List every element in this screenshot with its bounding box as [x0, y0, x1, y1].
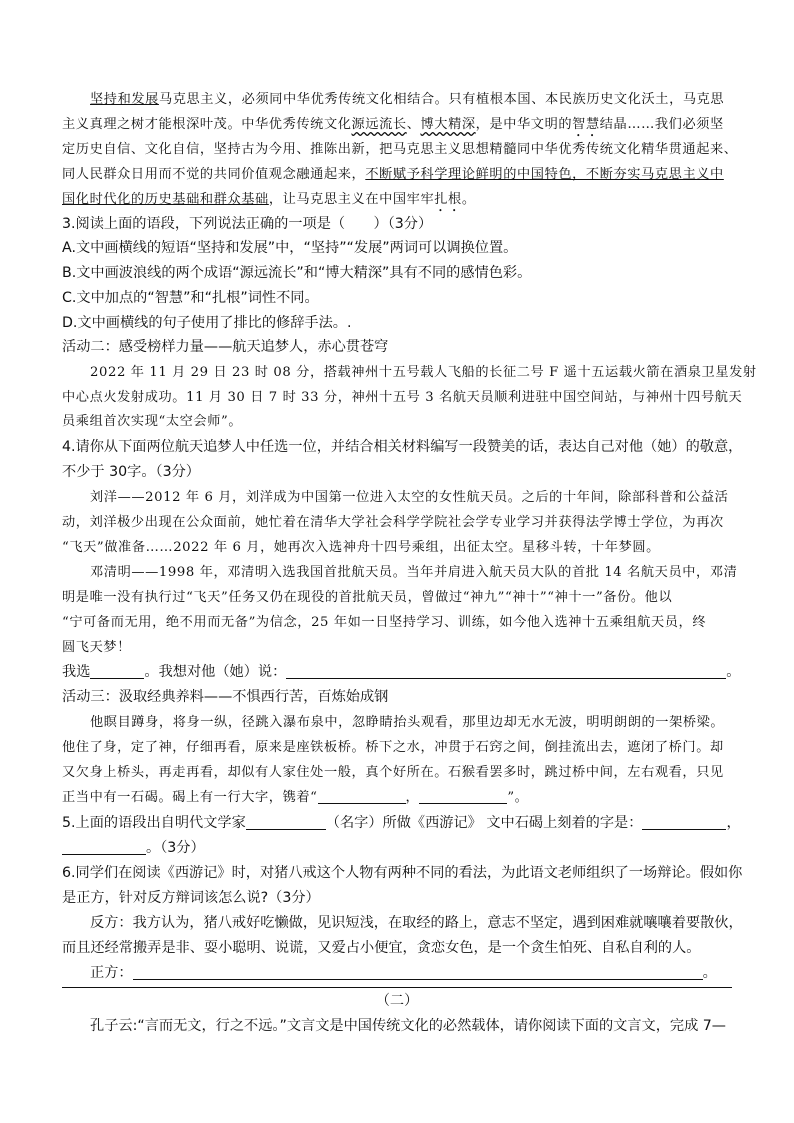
activity3-title: 活动三：汲取经典养料——不惧西行苦，百炼始成钢 [62, 689, 389, 705]
q6-stem-line1: 6.同学们在阅读《西游记》时，对猪八戒这个人物有两种不同的看法，为此语文老师组织了一场辩论。假如你 [62, 865, 743, 881]
q3-option-d: D.文中画横线的句子使用了排比的修辞手法。. [62, 315, 352, 331]
zhengfang-answer-line: 正方： 。 [90, 965, 717, 981]
zhengfang-answer-blank[interactable] [133, 963, 703, 980]
stele-blank-1[interactable] [318, 787, 406, 804]
fanfang-line1: 反方：我方认为，猪八戒好吃懒做，见识短浅，在取经的路上，意志不坚定，遇到困难就嚷嚷着要散伙， [90, 915, 743, 931]
fanfang-line2: 而且还经常搬弄是非、耍小聪明、说谎，又爱占小便宜，贪恋女色，是一个贪生怕死、自私自利的人。 [62, 940, 701, 956]
q4-stem-line1: 4.请你从下面两位航天追梦人中任选一位，并结合相关材料编写一段赞美的话，表达自己对他（她）的敬意， [62, 439, 743, 455]
dengqingming-line2: 明是唯一没有执行过“飞天”任务又仍在现役的首批航天员，曾做过“神九”“神十”“神十一”备份。他以 [62, 590, 673, 605]
q4-stem-line2: 不少于 30字。（3分） [62, 464, 200, 480]
section-divider [62, 987, 732, 988]
dengqingming-line4: 圆飞天梦！ [62, 640, 131, 655]
liuyang-line3: “飞天”做准备……2022 年 6 月，她再次入选神舟十四号乘组，出征太空。星移斗转，十年梦圆。 [62, 540, 660, 555]
activity3-para-line4: 正当中有一石碣。碣上有一行大字，镌着“ ， ”。 [62, 786, 738, 809]
liuyang-line1: 刘洋——2012 年 6 月，刘洋成为中国第一位进入太空的女性航天员。之后的十年间，除部科普和公益活 [90, 490, 729, 505]
passage1-line4: 同人民群众日用而不觉的共同价值观念融通起来，不断赋予科学理论鲜明的中国特色，不断夯实马克思主义中 [62, 167, 724, 182]
stele-text-blank-2[interactable] [62, 838, 146, 855]
q3-stem: 3.阅读上面的语段，下列说法正确的一项是（ ）（3分） [62, 216, 433, 232]
author-name-blank[interactable] [246, 813, 326, 830]
dotted-word-1: 智慧 [572, 117, 600, 132]
q5-line2: 。（3分） [62, 837, 738, 860]
underlined-sentence-part1: 不断赋予科学理论鲜明的中国特色，不断夯实马克思主义中 [365, 167, 724, 182]
q3-option-c: C.文中加点的“智慧”和“扎根”词性不同。 [62, 290, 319, 306]
choice-blank[interactable] [90, 662, 144, 679]
section2-intro: 孔子云:“言而无文，行之不远。”文言文是中国传统文化的必然载体，请你阅读下面的文言文，完成 7— [90, 1018, 726, 1034]
q3-option-a: A.文中画横线的短语“坚持和发展”中，“坚持”“发展”两词可以调换位置。 [62, 240, 518, 256]
wavy-idiom-1: 源远流长 [351, 117, 407, 132]
praise-answer-blank[interactable] [286, 662, 726, 679]
liuyang-line2: 动，刘洋极少出现在公众面前，她忙着在清华大学社会科学学院社会学专业学习并获得法学博士学位，为再次 [62, 515, 724, 530]
passage1-line3: 定历史自信、文化自信，坚持古为今用、推陈出新，把马克思主义思想精髓同中华优秀传统文化精华贯通起来、 [62, 142, 738, 157]
q4-answer-line: 我选 。我想对他（她）说： 。 [62, 664, 741, 680]
activity3-para-line2: 他住了身，定了神，仔细再看，原来是座铁板桥。桥下之水，冲贯于石窍之间，倒挂流出去，遮闭了桥门。却 [62, 740, 724, 755]
section2-title: （二） [375, 993, 419, 1009]
activity2-para-line2: 中心点火发射成功。11 月 30 日 7 时 33 分，神州十五号 3 名航天员顺利进驻中国空间站，与神州十四号航天 [62, 390, 743, 405]
activity2-title: 活动二：感受榜样力量——航天追梦人，赤心贯苍穹 [62, 339, 389, 355]
passage1-line1: 坚持和发展马克思主义，必须同中华优秀传统文化相结合。只有植根本国、本民族历史文化沃土，马克思 [90, 92, 725, 107]
activity2-para-line1: 2022 年 11 月 29 日 23 时 08 分，搭载神州十五号载人飞船的长征二号 F 遥十五运载火箭在酒泉卫星发射 [90, 365, 757, 380]
activity3-para-line1: 他瞑目蹲身，将身一纵，径跳入瀑布泉中，忽睁睛抬头观看，那里边却无水无波，明明朗朗的一架桥梁。 [90, 715, 725, 730]
underlined-sentence-part2: 国化时代化的历史基础和群众基础 [62, 192, 269, 207]
activity3-para-line3: 又欠身上桥头，再走再看，却似有人家住处一般，真个好所在。石猴看罢多时，跳过桥中间，左右观看，只见 [62, 765, 724, 780]
activity2-para-line3: 员乘组首次实现“太空会师”。 [62, 414, 243, 429]
passage1-line2: 主义真理之树才能根深叶茂。中华优秀传统文化源远流长、博大精深，是中华文明的智慧结晶……我们必须坚 [62, 117, 724, 132]
q3-option-b: B.文中画波浪线的两个成语“源远流长”和“博大精深”具有不同的感情色彩。 [62, 265, 532, 281]
underlined-phrase: 坚持和发展 [90, 92, 159, 107]
stele-blank-2[interactable] [419, 787, 507, 804]
passage1-line5: 国化时代化的历史基础和群众基础，让马克思主义在中国牢牢扎根。 [62, 192, 476, 207]
q5-line1: 5.上面的语段出自明代文学家 （名字）所做《西游记》 文中石碣上刻着的字是： ， [62, 815, 741, 831]
wavy-idiom-2: 博大精深 [420, 117, 476, 132]
dotted-word-2: 扎根 [434, 192, 462, 207]
q6-stem-line2: 是正方，针对反方辩词该怎么说?（3分） [62, 890, 320, 906]
stele-text-blank-1[interactable] [642, 813, 726, 830]
dengqingming-line3: “宁可备而无用，绝不用而无备”为信念，25 年如一日坚持学习、训练，如今他入选神十五乘组航天员，终 [62, 615, 707, 630]
dengqingming-line1: 邓清明——1998 年，邓清明入选我国首批航天员。当年并肩进入航天员大队的首批 14 名航天员中，邓清 [90, 565, 738, 580]
